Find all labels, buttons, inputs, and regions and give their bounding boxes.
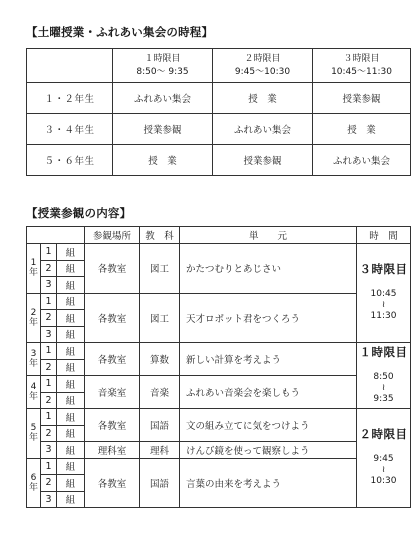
lesson-unit: ふれあい音楽会を楽しもう (180, 376, 357, 409)
schedule-row (27, 114, 411, 145)
class-number: 2 (41, 475, 57, 492)
grade-label-6: 6 年 (27, 458, 41, 508)
lesson-place: 音楽室 (85, 376, 140, 409)
header-time: 時 間 (357, 227, 411, 244)
class-number: 1 (41, 343, 57, 360)
schedule-cell: 授業参観 (113, 114, 213, 145)
period-cell-1 (357, 244, 411, 343)
class-number: 2 (41, 425, 57, 442)
class-suffix: 組 (57, 475, 85, 492)
class-number: 3 (41, 277, 57, 294)
schedule-col-period-3 (313, 49, 411, 83)
period-start: 8:50 (373, 371, 394, 382)
schedule-section-title: 【土曜授業・ふれあい集会の時程】 (26, 25, 214, 39)
period-end: 9:35 (373, 393, 394, 404)
schedule-cell: 授業参観 (213, 145, 313, 176)
grade-label-3: 3 年 (27, 343, 41, 376)
period-time: 9:45～10:30 (234, 66, 291, 77)
grade-label-5: 5 年 (27, 409, 41, 459)
schedule-corner-cell (27, 49, 113, 83)
lesson-subject: 音楽 (140, 376, 180, 409)
period-label: １時限目 (144, 53, 181, 64)
schedule-col-period-1 (113, 49, 213, 83)
observation-header-row (27, 227, 411, 244)
lesson-unit: 文の組み立てに気をつけよう (180, 409, 357, 442)
table-row (27, 244, 411, 261)
class-suffix: 組 (57, 359, 85, 376)
class-number: 1 (41, 244, 57, 261)
table-row (27, 442, 411, 459)
class-suffix: 組 (57, 310, 85, 327)
grade-label-2: 2 年 (27, 293, 41, 343)
schedule-grade-label: ５・６年生 (27, 145, 113, 176)
class-suffix: 組 (57, 392, 85, 409)
observation-section-title: 【授業参観の内容】 (26, 206, 132, 220)
class-suffix: 組 (57, 491, 85, 508)
table-row (27, 293, 411, 310)
class-suffix: 組 (57, 326, 85, 343)
schedule-grade-label: １・２年生 (27, 83, 113, 114)
lesson-place: 各教室 (85, 409, 140, 442)
class-number: 2 (41, 392, 57, 409)
schedule-row (27, 145, 411, 176)
class-number: 3 (41, 442, 57, 459)
observation-corner-cell (27, 227, 85, 244)
period-end: 11:30 (370, 311, 397, 321)
grade-label-4: 4 年 (27, 376, 41, 409)
class-suffix: 組 (57, 425, 85, 442)
table-row (27, 376, 411, 393)
class-number: 3 (41, 326, 57, 343)
period-label: ３時限目 (343, 53, 380, 64)
class-number: 1 (41, 293, 57, 310)
table-row (27, 409, 411, 426)
class-suffix: 組 (57, 343, 85, 360)
period-cell-3 (357, 409, 411, 508)
period-cell-2 (357, 343, 411, 409)
grade-label-1: 1 年 (27, 244, 41, 294)
period-time: 8:50～ 9:35 (136, 66, 189, 77)
schedule-table (26, 48, 411, 176)
lesson-unit: 言葉の由来を考えよう (180, 458, 357, 508)
lesson-place: 各教室 (85, 343, 140, 376)
period-time: 10:45～11:30 (331, 66, 392, 77)
lesson-unit: 新しい計算を考えよう (180, 343, 357, 376)
class-number: 1 (41, 376, 57, 393)
schedule-cell: 授 業 (313, 114, 411, 145)
period-label: １時限目 (359, 344, 408, 359)
header-unit: 単 元 (180, 227, 357, 244)
period-separator: ≀ (381, 300, 386, 310)
schedule-cell: 授 業 (213, 83, 313, 114)
period-label: ２時限目 (244, 53, 281, 64)
observation-table (26, 226, 411, 508)
class-suffix: 組 (57, 458, 85, 475)
class-suffix: 組 (57, 260, 85, 277)
period-label: ３時限目 (359, 262, 408, 276)
class-number: 2 (41, 359, 57, 376)
lesson-subject: 図工 (140, 244, 180, 294)
class-number: 3 (41, 491, 57, 508)
period-start: 9:45 (373, 454, 394, 464)
table-row (27, 343, 411, 360)
schedule-cell: 授 業 (113, 145, 213, 176)
lesson-unit: けんび鏡を使って観察しよう (180, 442, 357, 459)
lesson-place: 理科室 (85, 442, 140, 459)
table-row (27, 458, 411, 475)
header-place: 参観場所 (85, 227, 140, 244)
header-subject: 教 科 (140, 227, 180, 244)
lesson-subject: 国語 (140, 409, 180, 442)
class-number: 2 (41, 260, 57, 277)
lesson-subject: 図工 (140, 293, 180, 343)
lesson-place: 各教室 (85, 293, 140, 343)
period-separator: ≀ (381, 465, 386, 475)
schedule-cell: ふれあい集会 (313, 145, 411, 176)
schedule-col-period-2 (213, 49, 313, 83)
class-suffix: 組 (57, 244, 85, 261)
lesson-place: 各教室 (85, 458, 140, 508)
schedule-cell: 授業参観 (313, 83, 411, 114)
period-separator: ≀ (381, 382, 386, 393)
class-suffix: 組 (57, 277, 85, 294)
class-suffix: 組 (57, 442, 85, 459)
lesson-subject: 国語 (140, 458, 180, 508)
lesson-subject: 算数 (140, 343, 180, 376)
lesson-unit: かたつむりとあじさい (180, 244, 357, 294)
lesson-unit: 天才ロボット君をつくろう (180, 293, 357, 343)
lesson-place: 各教室 (85, 244, 140, 294)
class-suffix: 組 (57, 376, 85, 393)
schedule-row (27, 83, 411, 114)
lesson-subject: 理科 (140, 442, 180, 459)
class-suffix: 組 (57, 293, 85, 310)
schedule-cell: ふれあい集会 (213, 114, 313, 145)
schedule-cell: ふれあい集会 (113, 83, 213, 114)
period-label: ２時限目 (359, 427, 408, 441)
class-number: 1 (41, 409, 57, 426)
period-start: 10:45 (370, 289, 397, 299)
schedule-grade-label: ３・４年生 (27, 114, 113, 145)
class-number: 2 (41, 310, 57, 327)
class-number: 1 (41, 458, 57, 475)
period-end: 10:30 (370, 476, 397, 486)
schedule-header-row (27, 49, 411, 83)
class-suffix: 組 (57, 409, 85, 426)
